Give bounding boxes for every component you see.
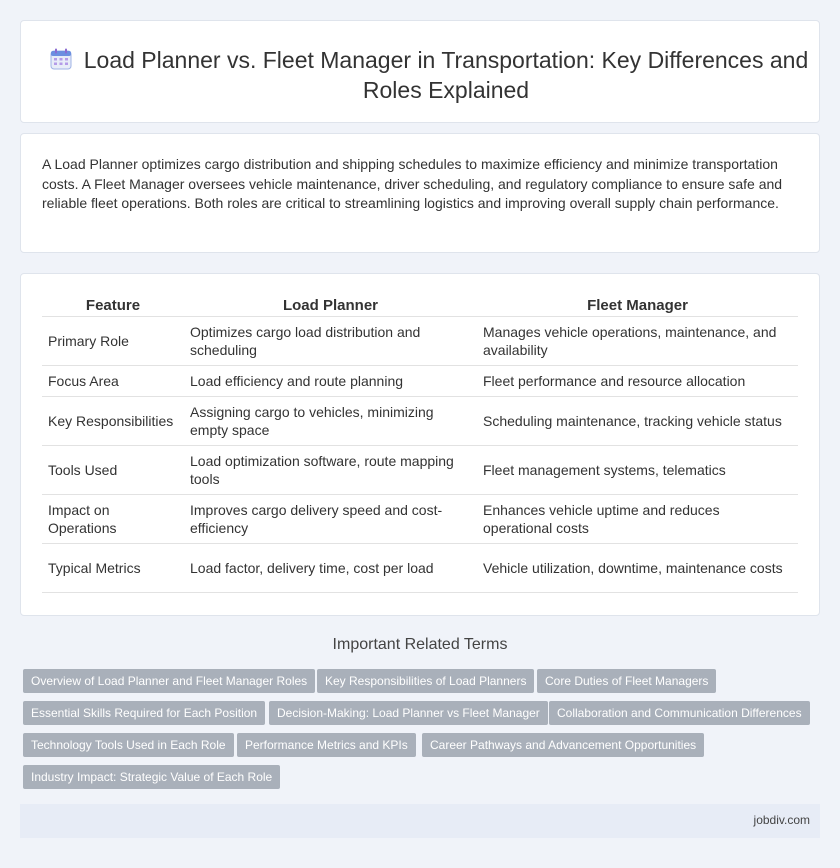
related-term-tag[interactable]: Core Duties of Fleet Managers (537, 669, 716, 693)
fleet-manager-cell: Fleet management systems, telematics (477, 446, 798, 495)
table-header-row (42, 295, 798, 317)
comparison-table (42, 295, 798, 593)
related-term-tag[interactable]: Technology Tools Used in Each Role (23, 733, 234, 757)
load-planner-cell: Assigning cargo to vehicles, minimizing empty space (184, 397, 477, 446)
feature-cell: Focus Area (42, 366, 184, 397)
feature-cell: Typical Metrics (42, 544, 184, 593)
load-planner-cell: Load factor, delivery time, cost per load (184, 544, 477, 593)
load-planner-cell: Improves cargo delivery speed and cost-efficiency (184, 495, 477, 544)
related-term-tag[interactable]: Industry Impact: Strategic Value of Each Role (23, 765, 280, 789)
load-planner-cell: Load optimization software, route mapping tools (184, 446, 477, 495)
table-row (42, 446, 798, 495)
related-term-tag[interactable]: Decision-Making: Load Planner vs Fleet Manager (269, 701, 548, 725)
table-row (42, 495, 798, 544)
header-feature: Feature (42, 295, 184, 317)
page-title: Load Planner vs. Fleet Manager in Transportation: Key Differences and Roles Explained (83, 47, 809, 103)
fleet-manager-cell: Manages vehicle operations, maintenance, and availability (477, 317, 798, 366)
related-terms-heading: Important Related Terms (332, 636, 508, 653)
feature-cell: Tools Used (42, 446, 184, 495)
title-card (20, 20, 820, 123)
related-term-tag[interactable]: Collaboration and Communication Differences (549, 701, 810, 725)
footer-site-link[interactable]: jobdiv.com (753, 813, 810, 827)
table-row (42, 366, 798, 397)
calendar-icon (49, 47, 73, 71)
related-term-tag[interactable]: Essential Skills Required for Each Position (23, 701, 265, 725)
comparison-card (20, 273, 820, 616)
feature-cell: Key Responsibilities (42, 397, 184, 446)
related-term-tag[interactable]: Performance Metrics and KPIs (237, 733, 416, 757)
header-fleet-manager: Fleet Manager (477, 295, 798, 317)
intro-text: A Load Planner optimizes cargo distribution and shipping schedules to maximize efficiency and minimize transportation costs. A Fleet Manager oversees vehicle maintenance, driver scheduling, and regulatory compliance to ensure safe and reliable fleet operations. Both roles are critical to streamlining logistics and improving overall supply chain performance. (42, 156, 783, 211)
footer (20, 804, 820, 838)
table-row (42, 317, 798, 366)
table-row (42, 397, 798, 446)
load-planner-cell: Load efficiency and route planning (184, 366, 477, 397)
header-load-planner: Load Planner (184, 295, 477, 317)
related-term-tag[interactable]: Career Pathways and Advancement Opportunities (422, 733, 704, 757)
feature-cell: Impact on Operations (42, 495, 184, 544)
fleet-manager-cell: Fleet performance and resource allocation (477, 366, 798, 397)
intro-card (20, 133, 820, 253)
feature-cell: Primary Role (42, 317, 184, 366)
related-term-tag[interactable]: Overview of Load Planner and Fleet Manager Roles (23, 669, 315, 693)
fleet-manager-cell: Scheduling maintenance, tracking vehicle status (477, 397, 798, 446)
table-row (42, 544, 798, 593)
fleet-manager-cell: Vehicle utilization, downtime, maintenance costs (477, 544, 798, 593)
fleet-manager-cell: Enhances vehicle uptime and reduces operational costs (477, 495, 798, 544)
related-term-tag[interactable]: Key Responsibilities of Load Planners (317, 669, 534, 693)
load-planner-cell: Optimizes cargo load distribution and scheduling (184, 317, 477, 366)
